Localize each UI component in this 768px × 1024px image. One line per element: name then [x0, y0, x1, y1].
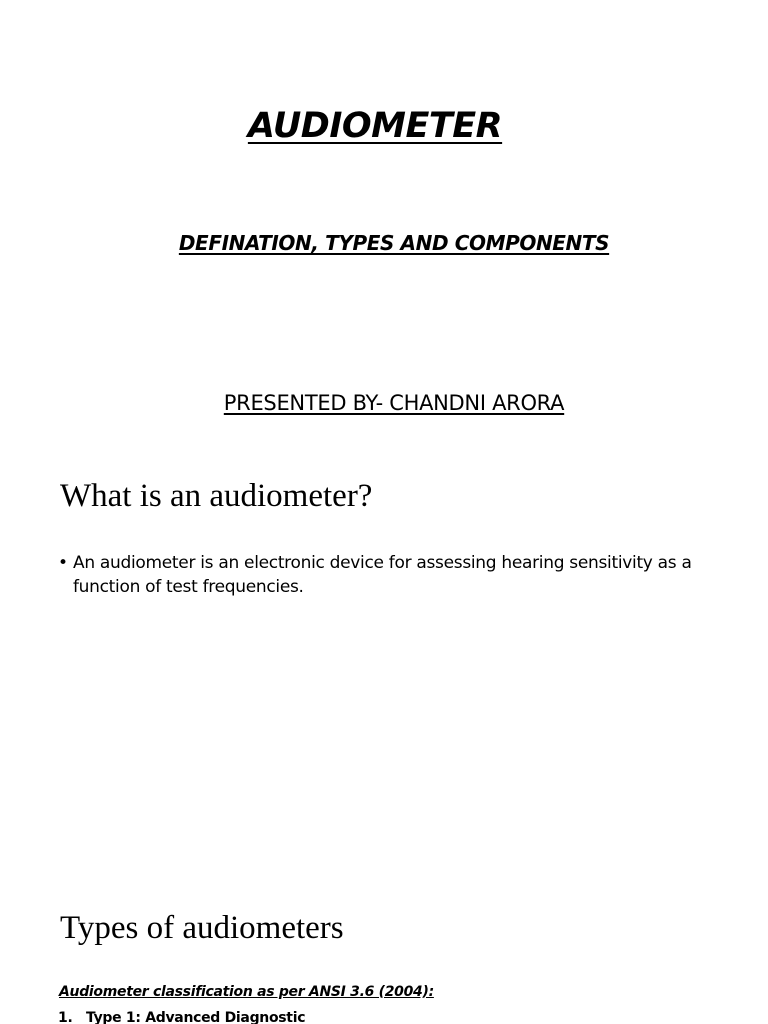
- classification-caption: Audiometer classification as per ANSI 3.6 (2004):: [59, 984, 434, 1000]
- section-heading-types: Types of audiometers: [60, 910, 344, 946]
- definition-bullet: [58, 551, 738, 599]
- presenter-line: PRESENTED BY- CHANDNI ARORA: [223, 391, 565, 415]
- slide-subtitle: DEFINATION, TYPES AND COMPONENTS: [178, 231, 610, 255]
- definition-text: An audiometer is an electronic device for assessing hearing sensitivity as a function of test frequencies.: [73, 553, 692, 597]
- slide-title: AUDIOMETER: [247, 106, 503, 146]
- list-item-number: 1.: [58, 1010, 73, 1024]
- bullet-icon: •: [58, 553, 68, 573]
- list-item: [58, 1010, 305, 1024]
- audiometer-type-list: [58, 1010, 305, 1024]
- section-heading-what: What is an audiometer?: [60, 478, 373, 514]
- list-item-label: Type 1: Advanced Diagnostic: [86, 1010, 306, 1024]
